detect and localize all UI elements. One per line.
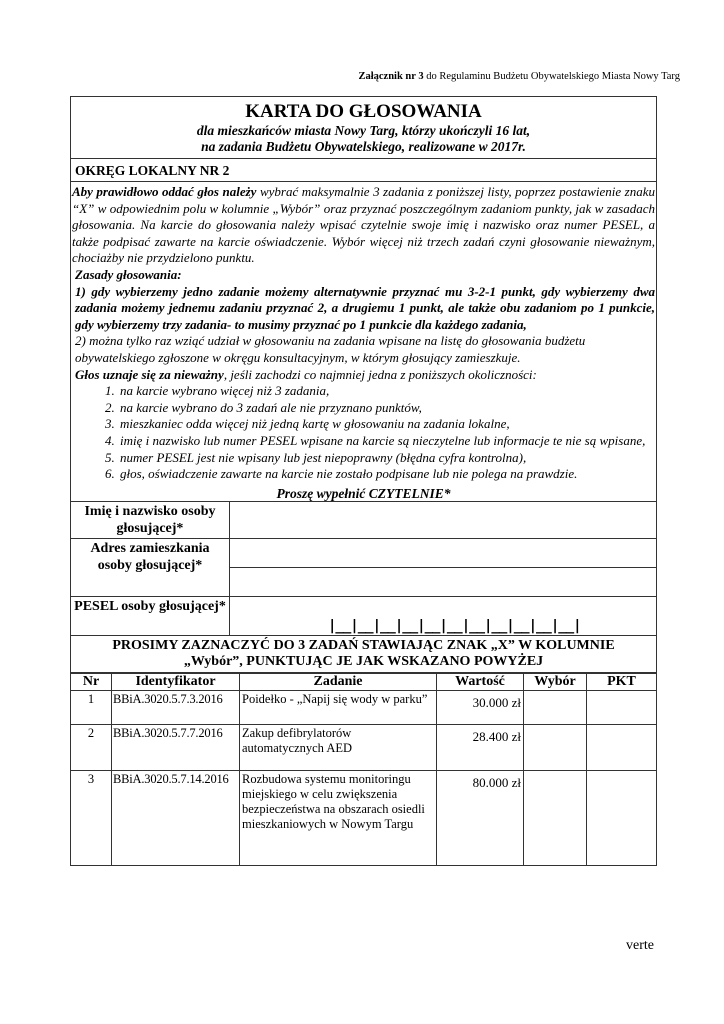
pesel-label: PESEL osoby głosującej* [71, 596, 230, 635]
selection-instruction-line2: „Wybór”, PUNKTUJĄC JE JAK WSKAZANO POWYŻEJ [183, 653, 544, 669]
table-row [71, 724, 657, 770]
col-header-value: Wartość [437, 673, 524, 690]
selection-instruction-line1: PROSIMY ZAZNACZYĆ DO 3 ZADAŃ STAWIAJĄC ZNAK „X” W KOLUMNIE [112, 637, 615, 653]
invalid-item: 2. na karcie wybrano do 3 zadań ale nie przyznano punktów, [118, 400, 655, 417]
row-id: BBiA.3020.5.7.7.2016 [112, 724, 240, 770]
name-field[interactable] [230, 501, 657, 538]
address-field-line1[interactable] [230, 538, 657, 567]
rule-1: 1) gdy wybierzemy jedno zadanie możemy alternatywnie przyznać mu 3-2-1 punkt, gdy wybierzemy dwa zadania możemy jednemu zadaniu przyznać 2, a drugiemu 1 punkt, ale także obu zadaniom po 1 punkcie, gdy wybierzemy trzy zadania- to musimy przyznać po 1 punkcie dla każdego zadania, [75, 283, 655, 332]
fill-legibly-title: Proszę wypełnić CZYTELNIE* [70, 486, 657, 501]
row-nr: 3 [71, 770, 112, 865]
rule-2: 2) można tylko raz wziąć udział w głosowaniu na zadania wpisane na listę do głosowania budżetu obywatelskiego zgłoszone w okręgu konsultacyjnym, w którym głosujący zamieszkuje. [75, 333, 586, 365]
name-label: Imię i nazwisko osoby głosującej* [71, 501, 230, 538]
voting-instructions [70, 181, 657, 486]
invalid-list [72, 383, 655, 483]
col-header-points: PKT [587, 673, 657, 690]
invalid-heading [72, 367, 655, 384]
row-id: BBiA.3020.5.7.14.2016 [112, 770, 240, 865]
row-value: 28.400 zł [437, 724, 524, 770]
card-header [70, 96, 657, 158]
row-id: BBiA.3020.5.7.3.2016 [112, 690, 240, 724]
invalid-item: 4. imię i nazwisko lub numer PESEL wpisane na karcie są nieczytelne lub informacje te nie są wpisane, [118, 433, 655, 450]
row-points-cell[interactable] [587, 690, 657, 724]
row-task: Rozbudowa systemu monitoringu miejskiego w celu zwiększenia bezpieczeństwa na obszarach osiedli mieszkaniowych w Nowym Targu [240, 770, 437, 865]
invalid-item: 5. numer PESEL jest nie wpisany lub jest niepoprawny (błędna cyfra kontrolna), [118, 450, 655, 467]
rules-heading: Zasady głosowania: [75, 266, 182, 282]
invalid-text: , jeśli zachodzi co najmniej jedna z poniższych okoliczności: [223, 366, 537, 382]
address-field-line2[interactable] [230, 567, 657, 596]
card-subtitle-line2: na zadania Budżetu Obywatelskiego, realizowane w 2017r. [201, 139, 526, 154]
row-value: 30.000 zł [437, 690, 524, 724]
verte-note: verte [626, 938, 654, 953]
tasks-table [70, 673, 657, 866]
row-nr: 1 [71, 690, 112, 724]
row-choice-cell[interactable] [524, 770, 587, 865]
intro-paragraph [72, 184, 655, 267]
row-points-cell[interactable] [587, 724, 657, 770]
address-label: Adres zamieszkania osoby głosującej* [71, 538, 230, 596]
intro-bold: Aby prawidłowo oddać głos należy [72, 184, 257, 199]
row-points-cell[interactable] [587, 770, 657, 865]
attachment-number: Załącznik nr 3 [358, 71, 424, 82]
intro-text: wybrać maksymalnie 3 zadania z poniższej listy, poprzez postawienie znaku “X” w odpowiednim polu w kolumnie „Wybór” oraz przyznać poszczególnym zadaniom punkty, jak w zasadach głosowania. Na karcie do głosowania należy wpisać czytelnie swoje imię i nazwisko oraz numer PESEL, a także podpisać zawarte na karcie oświadczenie. Wybór więcej niż trzech zadań czyni głosowanie nieważnym, chociażby nie przydzielono punktu. [72, 184, 656, 266]
col-header-task: Zadanie [240, 673, 437, 690]
card-subtitle-line1: dla mieszkańców miasta Nowy Targ, którzy ukończyli 16 lat, [196, 123, 531, 138]
col-header-id: Identyfikator [112, 673, 240, 690]
invalid-bold: Głos uznaje się za nieważny [75, 366, 224, 382]
selection-instruction [70, 636, 657, 673]
row-nr: 2 [71, 724, 112, 770]
col-header-choice: Wybór [524, 673, 587, 690]
row-choice-cell[interactable] [524, 724, 587, 770]
voter-form [70, 501, 657, 636]
attachment-description: do Regulaminu Budżetu Obywatelskiego Miasta Nowy Targ [426, 71, 680, 82]
col-header-nr: Nr [71, 673, 112, 690]
row-choice-cell[interactable] [524, 690, 587, 724]
table-row [71, 770, 657, 865]
invalid-item: 6. głos, oświadczenie zawarte na karcie nie zostało podpisane lub nie polega na prawdzie. [118, 466, 655, 483]
pesel-field[interactable]: |__|__|__|__|__|__|__|__|__|__|__| [230, 596, 657, 635]
table-row [71, 690, 657, 724]
district-label: OKRĘG LOKALNY NR 2 [70, 158, 657, 181]
row-task: Poidełko - „Napij się wody w parku” [240, 690, 437, 724]
voting-card [70, 96, 657, 866]
row-task: Zakup defibrylatorów automatycznych AED [240, 724, 437, 770]
invalid-item: 1. na karcie wybrano więcej niż 3 zadania, [118, 383, 655, 400]
attachment-note [358, 71, 680, 82]
row-value: 80.000 zł [437, 770, 524, 865]
invalid-item: 3. mieszkaniec odda więcej niż jedną kartę w głosowaniu na zadania lokalne, [118, 416, 655, 433]
card-title: KARTA DO GŁOSOWANIA [245, 101, 482, 122]
